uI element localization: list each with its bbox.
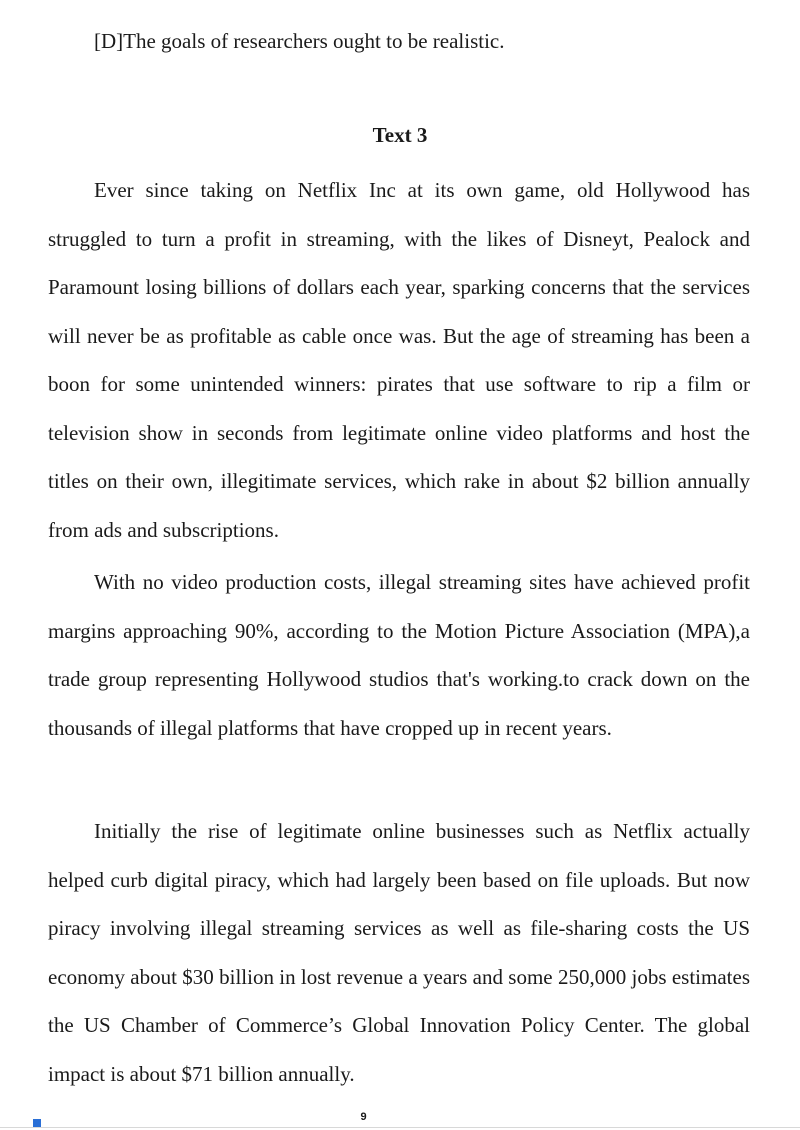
paragraph-1: Ever since taking on Netflix Inc at its own game, old Hollywood has struggled to turn a profit in streaming, with the likes of Disneyt, Pealock and Paramount losing billions of dollars each year, sparking concerns that the services will never be as profitable as cable once was. But the age of streaming has been a boon for some unintended winners: pirates that use software to rip a film or television show in seconds from legitimate online video platforms and host the titles on their own, illegitimate services, which rake in about $2 billion annually from ads and subscriptions. — [48, 178, 750, 542]
page-bottom-divider — [0, 1127, 800, 1128]
paragraph-2: With no video production costs, illegal streaming sites have achieved profit margins approaching 90%, according to the Motion Picture Association (MPA),a trade group representing Hollywood studios that's working.to crack down on the thousands of illegal platforms that have cropped up in recent years. — [48, 570, 750, 740]
paragraph-3: Initially the rise of legitimate online businesses such as Netflix actually helped curb digital piracy, which had largely been based on file uploads. But now piracy involving illegal streaming services as well as file-sharing costs the US economy about $30 billion in lost revenue a years and some 250,000 jobs estimates the US Chamber of Commerce’s Global Innovation Policy Center. The global impact is about $71 billion annually. — [48, 819, 750, 1086]
answer-option-d: [D]The goals of researchers ought to be realistic. — [94, 29, 505, 53]
page-number: 9 — [360, 1111, 367, 1123]
section-title: Text 3 — [372, 123, 428, 147]
